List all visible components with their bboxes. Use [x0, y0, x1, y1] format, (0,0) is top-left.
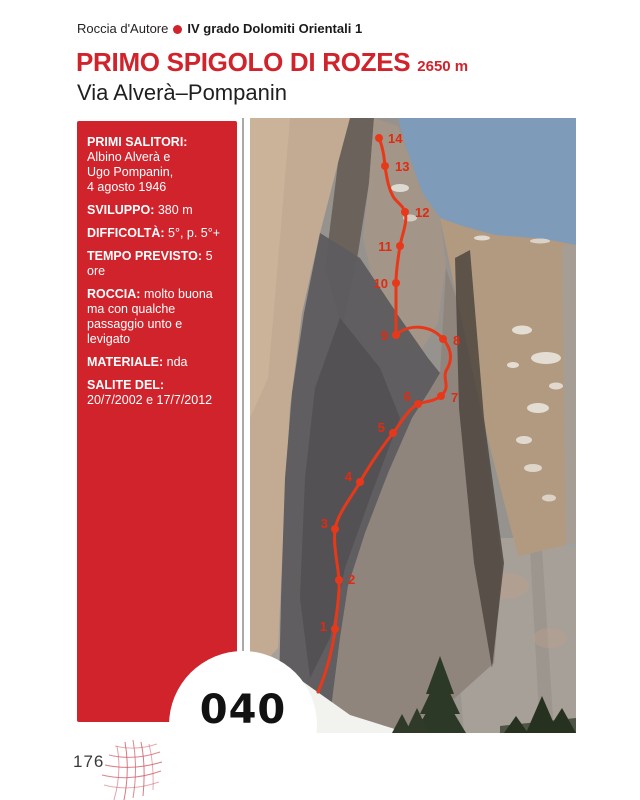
route-dot-1: [331, 625, 339, 633]
route-pitch-number-13: 13: [395, 159, 410, 174]
route-pitch-number-7: 7: [451, 390, 459, 405]
route-name: Via Alverà–Pompanin: [77, 80, 287, 105]
route-dot-14: [375, 134, 383, 142]
page-number: 176: [73, 752, 105, 771]
route-pitch-number-14: 14: [388, 131, 403, 146]
route-photo: [250, 118, 576, 733]
route-dot-6: [414, 400, 422, 408]
route-dot-9: [392, 331, 400, 339]
route-dot-8: [439, 335, 447, 343]
route-dot-2: [335, 576, 343, 584]
route-title: PRIMO SPIGOLO DI ROZES: [76, 47, 411, 77]
page-title: [76, 47, 468, 78]
route-pitch-number-3: 3: [320, 516, 328, 531]
route-pitch-number-11: 11: [378, 239, 392, 254]
route-dot-4: [356, 478, 364, 486]
route-pitch-number-4: 4: [344, 469, 352, 484]
route-pitch-number-2: 2: [348, 572, 356, 587]
route-dot-11: [396, 242, 404, 250]
route-dot-5: [389, 429, 397, 437]
info-entry-materiale: MATERIALE: nda: [87, 355, 188, 369]
route-pitch-number-10: 10: [373, 276, 388, 291]
route-number: 040: [199, 687, 287, 733]
route-pitch-number-12: 12: [415, 205, 430, 220]
route-dot-12: [401, 208, 409, 216]
route-dot-10: [392, 279, 400, 287]
series-label: Roccia d'Autore: [77, 21, 169, 36]
altitude-label: 2650 m: [417, 58, 469, 75]
info-entry-salite: SALITE DEL: 20/7/2002 e 17/7/2012: [87, 378, 213, 407]
breadcrumb: [77, 21, 362, 36]
route-dot-13: [381, 162, 389, 170]
route-number-badge: [169, 651, 317, 799]
route-pitch-number-1: 1: [319, 619, 327, 634]
route-dot-3: [331, 525, 339, 533]
info-entry-primi-salitori: PRIMI SALITORI: Albino Alverà e Ugo Pompanin, 4 agosto 1946: [87, 135, 188, 194]
route-pitch-number-9: 9: [380, 328, 388, 343]
bullet-icon: [173, 25, 182, 34]
route-pitch-number-8: 8: [453, 333, 461, 348]
info-entry-difficolta: DIFFICOLTÀ: 5°, p. 5°+: [87, 226, 221, 240]
route-pitch-number-6: 6: [403, 389, 411, 404]
info-entry-tempo: TEMPO PREVISTO: 5 ore: [87, 249, 213, 278]
vertical-divider: [242, 118, 244, 652]
crosshatch-decoration-icon: [102, 740, 164, 800]
info-entry-sviluppo: SVILUPPO: 380 m: [87, 203, 193, 217]
category-label: IV grado Dolomiti Orientali 1: [187, 21, 363, 36]
info-entry-roccia: ROCCIA: molto buona ma con qualche passaggio unto e levigato: [87, 287, 213, 346]
route-pitch-number-5: 5: [377, 420, 385, 435]
info-sidebar: [77, 121, 237, 722]
route-dot-7: [437, 392, 445, 400]
mountain-photo-illustration: [250, 118, 576, 733]
